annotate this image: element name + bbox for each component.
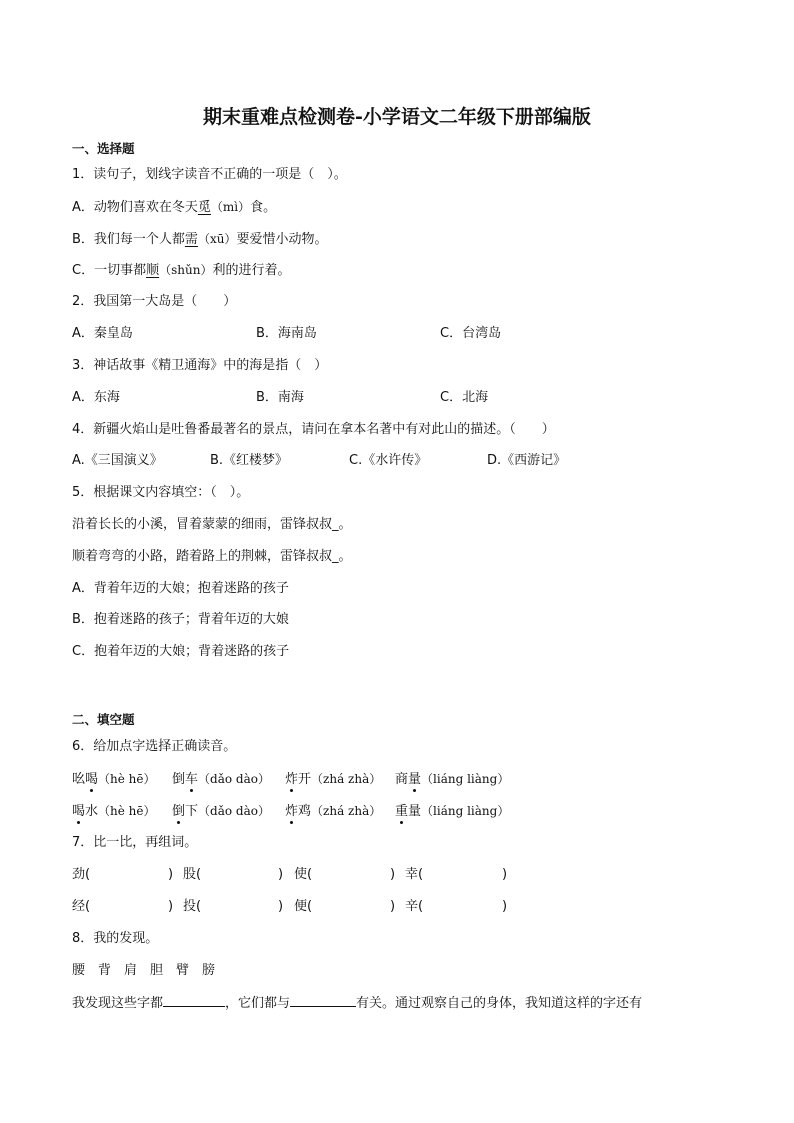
word-blank-item: 辛( <box>405 899 424 914</box>
word-blank-item: 投( <box>183 899 202 914</box>
word-blank-item: 劲( <box>72 867 91 882</box>
question-2-stem: 2．我国第一大岛是（ ） <box>72 294 237 309</box>
option-a: A.《三国演义》 <box>72 453 163 468</box>
word-blank-item: 使( <box>294 867 313 882</box>
word-blank-item: 幸( <box>405 867 424 882</box>
question-5-sentence-1: 沿着长长的小溪，冒着蒙蒙的细雨，雷锋叔叔_。 <box>72 517 352 532</box>
word-item: 商量（liáng liàng） <box>395 772 510 787</box>
option-d: D.《西游记》 <box>487 453 567 468</box>
word-blank-item: 股( <box>183 867 202 882</box>
word-item: 炸开（zhá zhà） <box>285 772 382 787</box>
question-1-option-c: C．一切事都顺（shǔn）利的进行着。 <box>72 263 291 278</box>
section-heading-fill: 二、填空题 <box>72 712 135 727</box>
word-item: 喝水（hè hē） <box>72 804 156 819</box>
question-3-stem: 3．神话故事《精卫通海》中的海是指（ ） <box>72 358 328 373</box>
dotted-char: 车 <box>185 772 199 787</box>
dotted-char: 炸 <box>285 804 299 819</box>
option-c: C.《水许传》 <box>349 453 428 468</box>
question-8-stem: 8．我的发现。 <box>72 931 159 946</box>
dotted-char: 喝 <box>85 772 99 787</box>
option-b: B．海南岛 <box>256 326 317 341</box>
question-5-stem: 5．根据课文内容填空：（ ）。 <box>72 485 250 500</box>
question-8-sentence: 我发现这些字都 ，它们都与 有关。通过观察自己的身体，我知道这样的字还有 <box>72 996 643 1011</box>
question-7-stem: 7．比一比，再组词。 <box>72 835 198 850</box>
question-5-option-c: C．抱着年迈的大娘；背着迷路的孩子 <box>72 644 290 659</box>
page-title: 期末重难点检测卷-小学语文二年级下册部编版 <box>203 106 591 128</box>
question-1-option-a: A．动物们喜欢在冬天觅（mì）食。 <box>72 200 277 215</box>
option-c: C．台湾岛 <box>440 326 502 341</box>
word-blank-item: 经( <box>72 899 91 914</box>
answer-blank[interactable] <box>163 994 225 1007</box>
dotted-char: 喝 <box>72 804 86 819</box>
option-b: B．南海 <box>256 390 304 405</box>
dotted-char: 量 <box>408 772 422 787</box>
option-a: A．秦皇岛 <box>72 326 133 341</box>
question-6-stem: 6．给加点字选择正确读音。 <box>72 739 237 754</box>
word-item: 吆喝（hè hē） <box>72 772 156 787</box>
exam-page: 期末重难点检测卷-小学语文二年级下册部编版 一、选择题 1．读句子，划线字读音不正确的一项是（ ）。 A．动物们喜欢在冬天觅（mì）食。 B．我们每一个人都需（xū）要爱惜小动物。 C．一切事都顺（shǔn）利的进行着。 2．我国第一大岛是（ ） A．秦皇岛 B．海南岛 C．台湾岛 3．神话故事《精卫通海》中的海是指（ ） A．东海 B．南海 C．北海 4．新疆火焰山是吐鲁番最著名的景点，请问在拿本名著中有对此山的描述。（ ） A.《三国演义》 B.《红楼梦》 C.《水许传》 D.《西游记》 5．根据课文内容填空：（ ）。 沿着长长的小溪，冒着蒙蒙的细雨，雷锋叔叔_。 顺着弯弯的小路，踏着路上的荆棘，雷锋叔叔_。 A．背着年迈的大娘；抱着迷路的孩子 B．抱着迷路的孩子；背着年迈的大娘 C．抱着年迈的大娘；背着迷路的孩子 二、填空题 6．给加点字选择正确读音。 吆喝（hè hē） 倒车（dǎo dào） 炸开（zhá zhà） 商量（liáng liàng） 喝水（hè hē） 倒下（dǎo dào） 炸鸡（zhá zhà） 重量（liáng liàng） 7．比一比，再组词。 劲( ) 股( ) 使( ) 幸( ) 经( ) 投( ) 便( ) 辛( ) 8．我的发现。 腰 背 肩 胆 臂 膀 我发现这些字都 ，它们都与 有关。通过观察自己的身体，我知道这样的字还有 <box>0 0 794 1123</box>
question-1-stem: 1．读句子，划线字读音不正确的一项是（ ）。 <box>72 167 347 182</box>
underlined-char: 觅 <box>197 200 211 215</box>
word-item: 倒下（dǎo dào） <box>172 804 270 819</box>
word-blank-item: 便( <box>294 899 313 914</box>
question-5-sentence-2: 顺着弯弯的小路，踏着路上的荆棘，雷锋叔叔_。 <box>72 549 352 564</box>
question-5-option-a: A．背着年迈的大娘；抱着迷路的孩子 <box>72 581 289 596</box>
question-5-option-b: B．抱着迷路的孩子；背着年迈的大娘 <box>72 612 289 627</box>
answer-blank[interactable] <box>290 994 356 1007</box>
word-item: 倒车（dǎo dào） <box>172 772 270 787</box>
section-heading-choice: 一、选择题 <box>72 141 135 156</box>
question-4-stem: 4．新疆火焰山是吐鲁番最著名的景点，请问在拿本名著中有对此山的描述。（ ） <box>72 422 555 437</box>
underlined-char: 顺 <box>146 263 160 278</box>
question-1-option-b: B．我们每一个人都需（xū）要爱惜小动物。 <box>72 232 328 247</box>
dotted-char: 倒 <box>172 804 186 819</box>
dotted-char: 炸 <box>285 772 299 787</box>
question-8-chars: 腰 背 肩 胆 臂 膀 <box>72 963 216 978</box>
word-item: 炸鸡（zhá zhà） <box>285 804 382 819</box>
dotted-char: 重 <box>395 804 409 819</box>
option-a: A．东海 <box>72 390 120 405</box>
underlined-char: 需 <box>184 232 198 247</box>
option-c: C．北海 <box>440 390 489 405</box>
option-b: B.《红楼梦》 <box>210 453 289 468</box>
word-item: 重量（liáng liàng） <box>395 804 510 819</box>
